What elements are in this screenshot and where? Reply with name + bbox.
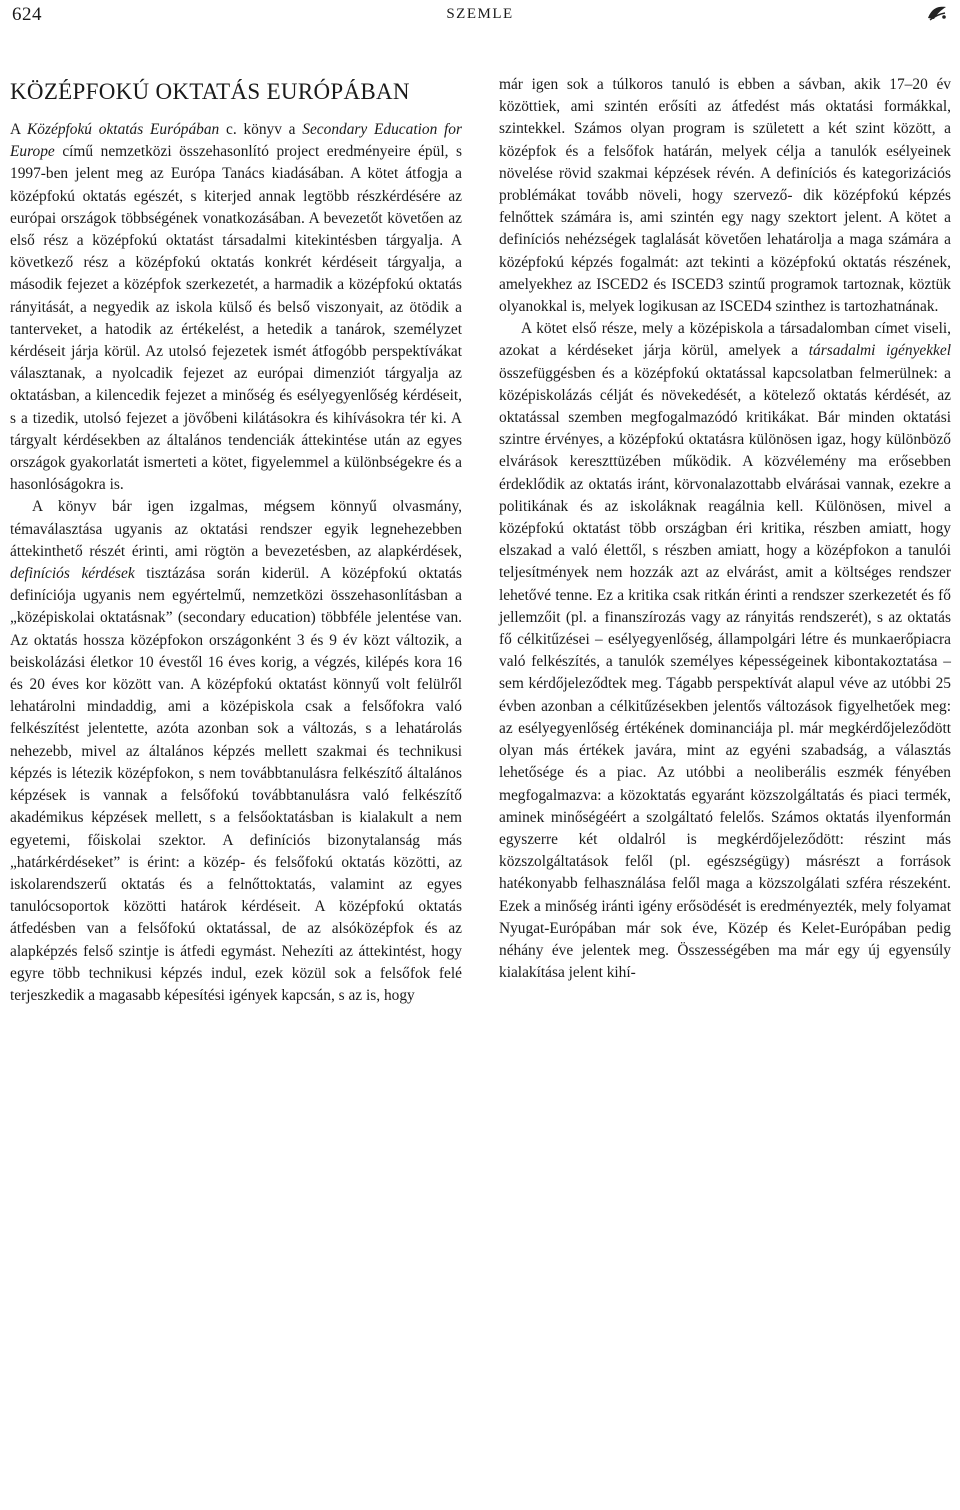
page-header	[0, 0, 960, 34]
left-column	[10, 78, 462, 1007]
left-column-body	[10, 119, 462, 1007]
body-paragraph: A Középfokú oktatás Európában c. könyv a Secondary Education for Europe című nemzetközi összehasonlító project eredményeire épül, s 1997-ben jelent meg az Európa Tanács kiadásában. A kötet átfogja a középfokú oktatás egészét, s kiterjed annak legtöbb részkérdésére az európai országok többségének vonatkozásában. A bevezetőt követően az első rész a középfokú oktatást társadalmi kitekintésben tárgyalja. A következő rész a középfokú oktatás konkrét kérdéseit tárgyalja, a második fejezet a középfok szerkezetét, a harmadik a középfokú oktatás rányitását, a negyedik az iskola külső és belső viszonyait, az ötödik a tanterveket, a hatodik az értékelést, a hetedik a tanárok, személyzet kérdéseit járja körül. Az utolsó fejezetek ismét átfogóbb perspektívákat választanak, a nyolcadik fejezet az európai dimenziót tárgyalja az oktatásban, a kilencedik fejezet a minőség és esélyegyenlőség kérdéseit, s a tizedik, utolsó fejezet a jövőbeni kilátásokra és kihívásokra tér ki. A tárgyalt kérdésekben az általános tendenciák áttekintése után az egyes országok gyakorlatát ismerteti a kötet, figyelemmel a különbségekre és a hasonlóságokra is.	[10, 121, 462, 494]
italic-phrase: Secondary Education for Europe	[10, 121, 462, 161]
italic-phrase: Középfokú oktatás Európában	[27, 121, 220, 138]
right-column-body	[499, 74, 951, 984]
running-head: SZEMLE	[446, 6, 514, 22]
page-number: 624	[12, 4, 42, 25]
body-paragraph: A kötet első része, mely a középiskola a társadalomban címet viseli, azokat a kérdéseket járja körül, amelyek a társadalmi igényekkel összefüggésben és a középfokú oktatással kapcsolatban felmerülnek: a középiskolázás célját és növekedését, a kötelező oktatás kérdését, az oktatással szemben megfogalmazódó kritikákat. Bár minden oktatási szintre érvényes, a középfokú oktatásra különösen igaz, hogy különböző elvárások kereszttüzében működik. A közvélemény ma erősebben érdeklődik az oktatás iránt, körvonalazottabb elvárásai vannak, ezekre a politikának és az iskoláknak reagálnia kell. Különösen, mivel a középfokú oktatást több országban éri kritika, részben amiatt, hogy elszakad a való élettől, s részben amiatt, hogy a középfokon a tanulói teljesítmények nem hozzák azt az elvárást, amit a költséges rendszer lehetővé tenne. Ez a kritika csak ritkán érinti a rendszer szerkezetét és fő jellemzőit (pl. a finanszírozás vagy az rányitás rendszerét), s az oktatás fő célkitűzései – esélyegyenlőség, állampolgári létre és munkaerőpiacra való felkészítés, a tanulók személyes képességeinek kibontakoztatása – sem kérdőjeleződtek meg. Tágabb perspektívát alapul véve az utóbbi 25 évben azonban a célkitűzésekben jelentős változások figyelhetőek meg: az esélyegyenlőség értékének dominanciája pl. már megkérdőjeleződött olyan más értékek javára, mint az egyéni szabadság, a választás lehetősége és a piac. Az utóbbi a neoliberális eszmék fényében megfogalmazva: a közoktatás egyaránt közszolgáltatás és piaci termék, aminek minőségéért a szolgáltató felelős. Számos oktatás ilyenformán egyszerre két oldalról is megkérdőjeleződött: részint más közszolgáltatások felől (pl. egészségügy) másrészt a források hatékonyabb felhasználása felől maga a közszolgálati szféra részeként. Ezek a minőség iránti igény erősödését is eredményezték, mely folyamat Nyugat-Európában már sok éve, Közép és Kelet-Európában pedig néhány éve jelentek meg. Összességében ma már egy új egyensúly kialakítása jelent kihí-	[499, 320, 951, 982]
leaf-ornament-icon	[926, 4, 948, 27]
body-paragraph: A könyv bár igen izgalmas, mégsem könnyű olvasmány, témaválasztása ugyanis az oktatási rendszer egyik legnehezebben áttekinthető részét érinti, ami rögtön a bevezetésben, az alapkérdések, definíciós kérdések tisztázása során kiderül. A középfokú oktatás definíciója ugyanis nem egyértelmű, nemzetközi összehasonlításban a „középiskolai oktatásnak” (secondary education) többféle jelentése van. Az oktatás hossza középfokon országonként 3 és 9 év közt változik, a beiskolázási életkor 10 évestől 16 éves korig, a végzés, kilépés kora 16 és 20 éves kor között van. A középfokú oktatást könnyű volt felülről lehatárolni mindaddig, ami a középiskola csak a felsőfokra való felkészítést jelentette, azóta azonban sok a változás, s a lehatárolás nehezebb, mivel az általános képzés mellett szakmai és technikusi képzés is létezik középfokon, s nem továbbtanulásra felkészítő általános képzések is vannak a felsőfokú továbbtanulásra való felkészítő akadémikus képzések mellett, s a felsőoktatásban is kialakult a nem egyetemi, főiskolai szektor. A definíciós bizonytalanság más „határkérdéseket” is érint: a közép- és felsőfokú oktatás közötti, az iskolarendszerű oktatás és a felnőttoktatás, valamint az egyes tanulócsoportok közötti határok kérdéseit. A középfokú oktatás átfedésben van a felsőfokú oktatással, de az alsóközépfok és az alapképzés felső szintje is átfedi egymást. Nehezíti az áttekintést, hogy egyre több technikusi képzés indul, ezek közül sok a felsőfok felé terjeszkedik a magasabb képesítési igények kapcsán, s az is, hogy	[10, 498, 462, 1004]
body-paragraph: már igen sok a túlkoros tanuló is ebben a sávban, akik 17–20 év közöttiek, ami szintén erősíti az átfedést más oktatási formákkal, szintekkel. Számos olyan program is született a két szint között, a középfok és a felsőfok határán, melyek célja a tanulók esélyeinek növelése rövid szakmai képzések révén. A definíciós és kategorizációs problémákat tovább növeli, hogy szervező- dik középfokú képzés felnőttek számára is, ami szintén egy nagy szektort jelent. A kötet a definíciós nehézségek taglalását követően lehatárolja a maga számára a középfokú képzés fogalmát: azt tekinti a középfokú oktatás részének, amelyekhez az ISCED2 és ISCED3 szintű programok tartoznak, köztük olyanokkal is, melyek logikusan az ISCED4 szinthez is tartozhatnának.	[499, 76, 951, 316]
right-column	[499, 74, 951, 984]
italic-phrase: definíciós kérdések	[10, 565, 135, 583]
italic-phrase: társadalmi igényekkel	[808, 342, 951, 360]
article-title: KÖZÉPFOKÚ OKTATÁS EURÓPÁBAN	[10, 79, 410, 104]
